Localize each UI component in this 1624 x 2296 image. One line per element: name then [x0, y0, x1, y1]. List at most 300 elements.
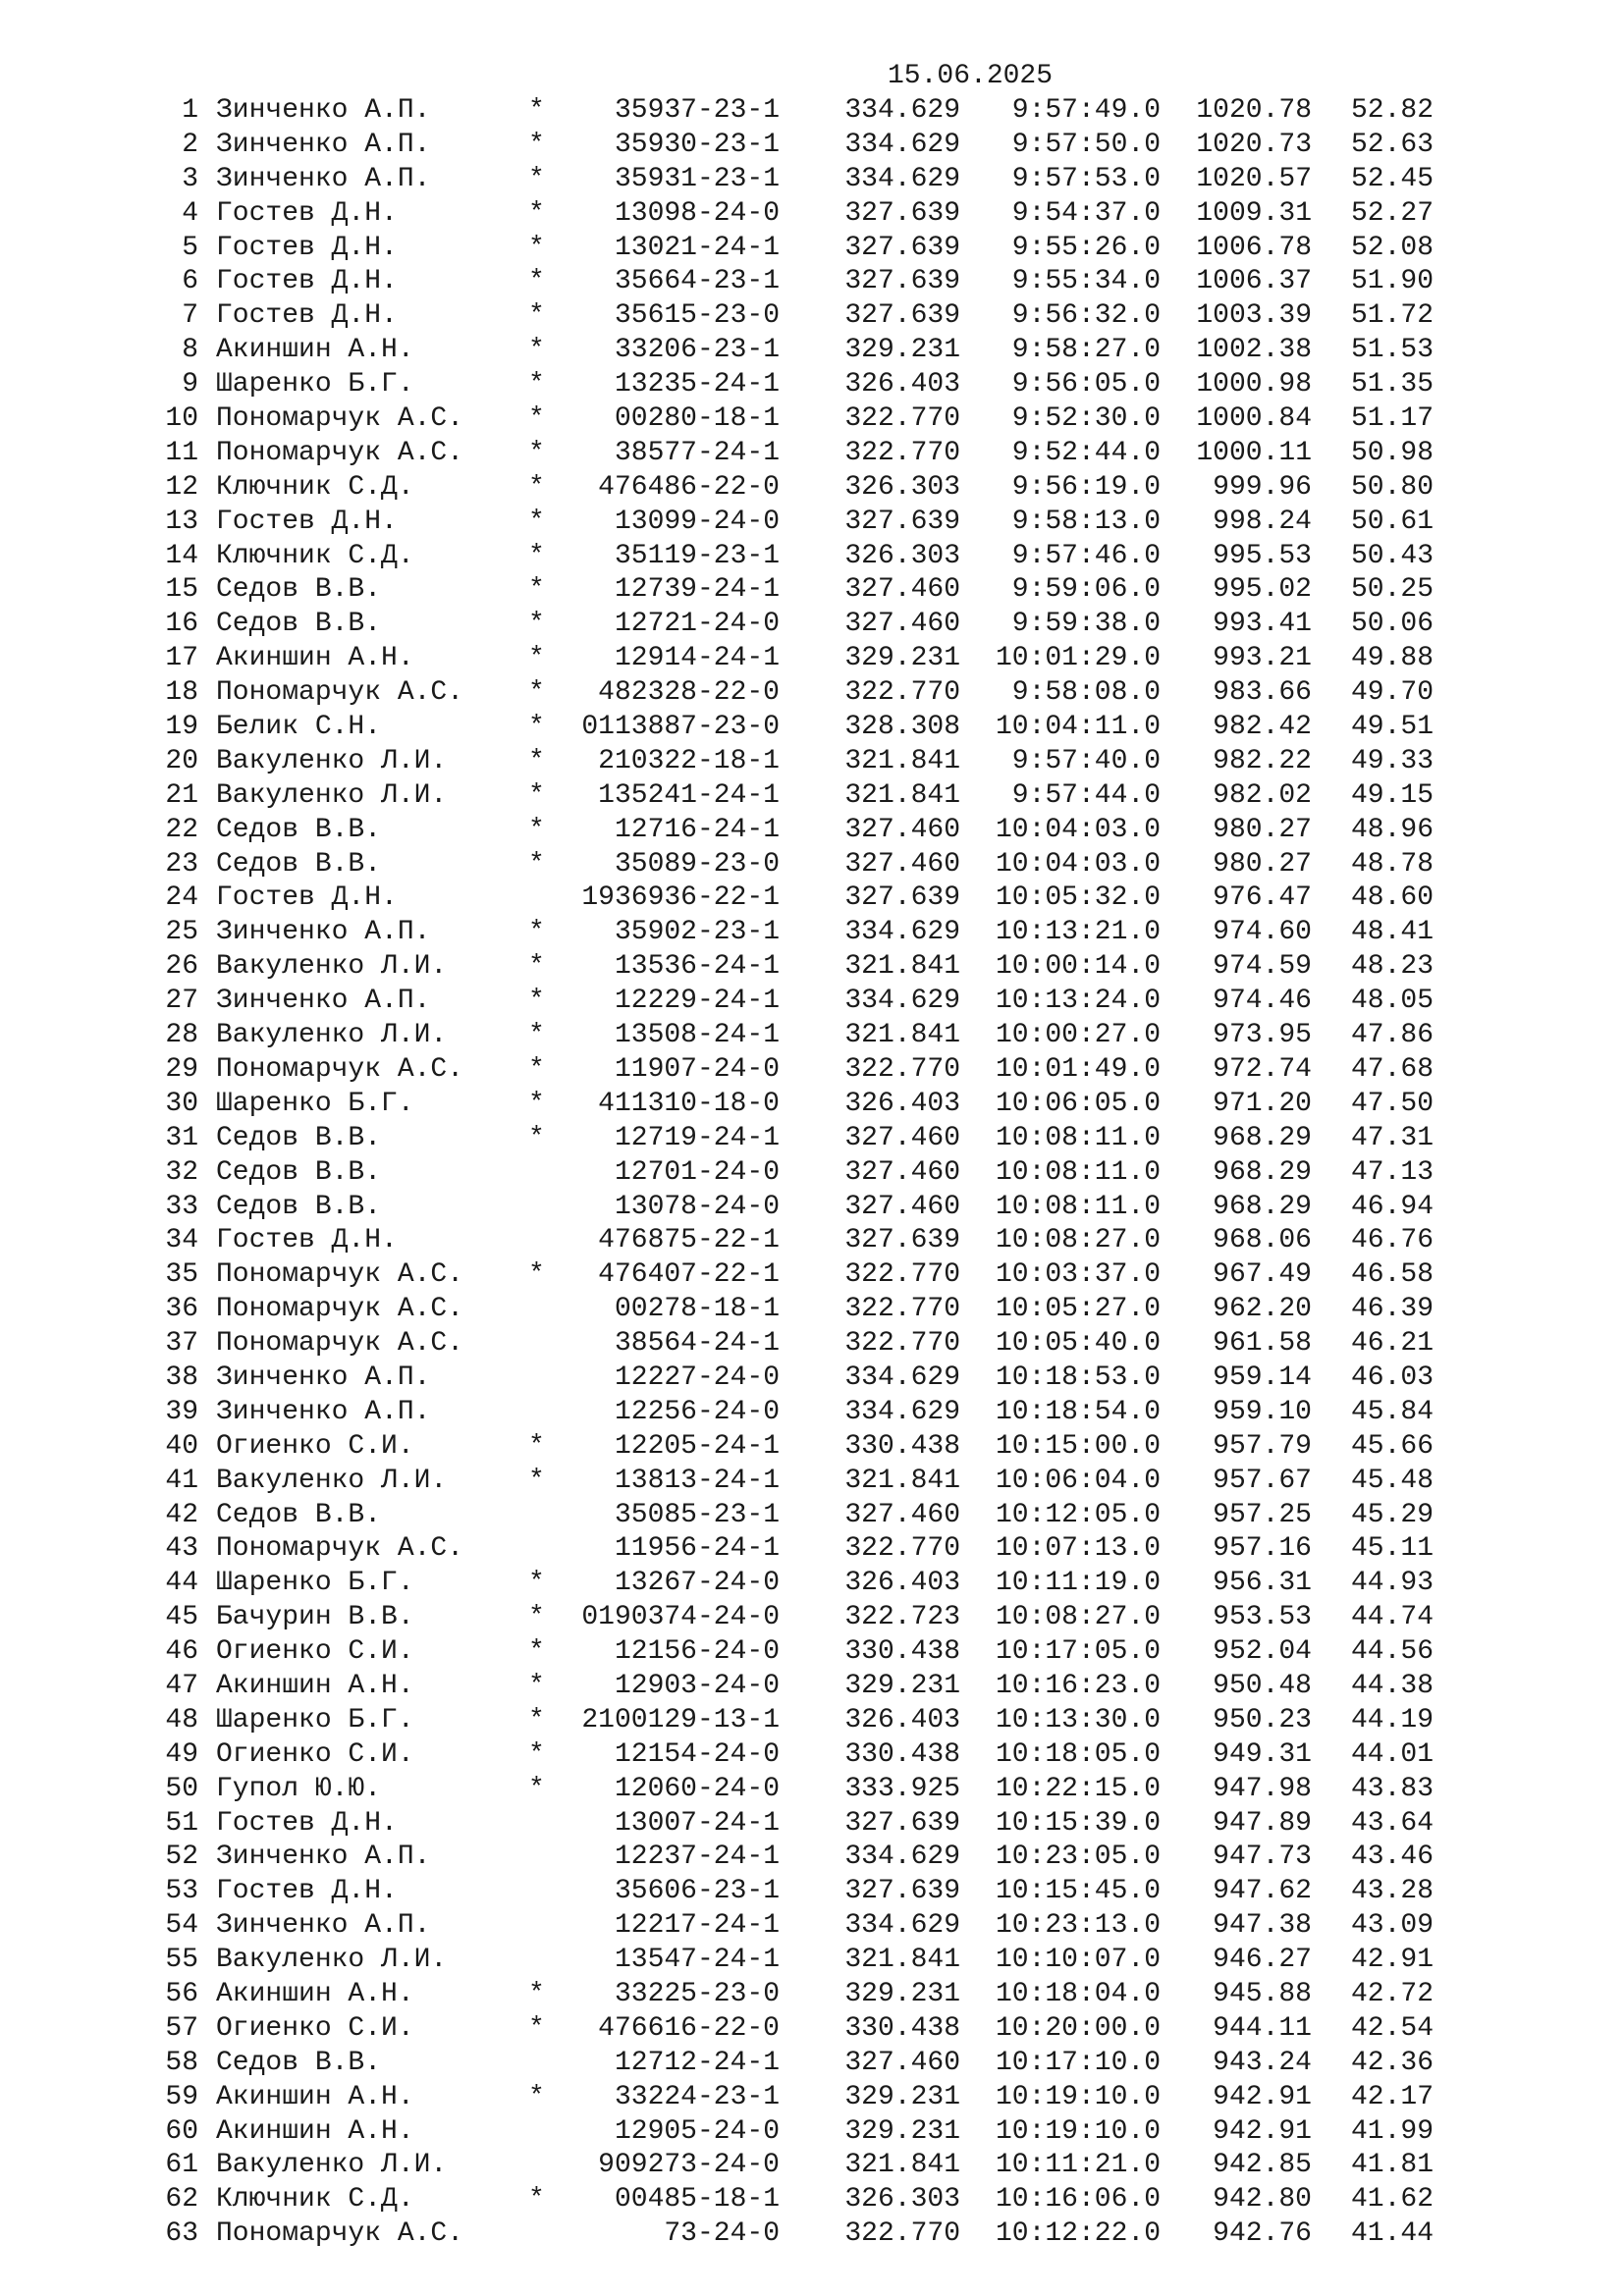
ring-number: 12229-24-1 [614, 986, 780, 1017]
points: 52.27 [1350, 197, 1434, 229]
asterisk-mark: * [528, 712, 545, 743]
speed: 980.27 [1213, 814, 1312, 845]
fancier-name: Седов В.В. [216, 1191, 382, 1222]
ring-number: 12701-24-0 [614, 1156, 780, 1188]
row-number: 45 [165, 1602, 198, 1633]
row-number: 51 [165, 1807, 198, 1839]
speed: 968.06 [1213, 1225, 1312, 1256]
speed: 1020.57 [1196, 163, 1312, 194]
arrival-time: 9:52:44.0 [1011, 437, 1161, 468]
ring-number: 13508-24-1 [614, 1020, 780, 1051]
distance: 326.403 [844, 1568, 960, 1599]
speed: 942.85 [1213, 2150, 1312, 2181]
ring-number: 476407-22-1 [598, 1259, 780, 1291]
arrival-time: 10:18:53.0 [995, 1362, 1161, 1393]
row-number: 27 [165, 986, 198, 1017]
row-number: 5 [182, 232, 198, 263]
asterisk-mark: * [528, 779, 545, 811]
table-row [0, 1088, 1624, 1122]
fancier-name: Зинченко А.П. [216, 1910, 431, 1942]
arrival-time: 10:18:04.0 [995, 1978, 1161, 2009]
speed: 993.21 [1213, 643, 1312, 674]
ring-number: 11907-24-0 [614, 1053, 780, 1085]
speed: 956.31 [1213, 1568, 1312, 1599]
asterisk-mark: * [528, 2012, 545, 2044]
arrival-time: 9:56:32.0 [1011, 300, 1161, 332]
table-row [0, 1704, 1624, 1738]
arrival-time: 10:05:32.0 [995, 882, 1161, 914]
row-number: 40 [165, 1430, 198, 1462]
points: 47.31 [1350, 1122, 1434, 1153]
fancier-name: Гостев Д.Н. [216, 197, 398, 229]
table-row [0, 1362, 1624, 1396]
results-table [0, 94, 1624, 2252]
arrival-time: 9:54:37.0 [1011, 197, 1161, 229]
row-number: 10 [165, 403, 198, 435]
table-row [0, 779, 1624, 814]
distance: 328.308 [844, 712, 960, 743]
ring-number: 13235-24-1 [614, 369, 780, 400]
fancier-name: Гостев Д.Н. [216, 882, 398, 914]
arrival-time: 10:17:10.0 [995, 2047, 1161, 2078]
distance: 321.841 [844, 2150, 960, 2181]
fancier-name: Пономарчук А.С. [216, 437, 464, 468]
arrival-time: 10:06:04.0 [995, 1465, 1161, 1496]
asterisk-mark: * [528, 163, 545, 194]
table-row [0, 471, 1624, 506]
arrival-time: 10:08:27.0 [995, 1602, 1161, 1633]
points: 46.94 [1350, 1191, 1434, 1222]
row-number: 57 [165, 2012, 198, 2044]
row-number: 9 [182, 369, 198, 400]
asterisk-mark: * [528, 1259, 545, 1291]
points: 52.08 [1350, 232, 1434, 263]
ring-number: 13098-24-0 [614, 197, 780, 229]
ring-number: 13078-24-0 [614, 1191, 780, 1222]
points: 42.36 [1350, 2047, 1434, 2078]
ring-number: 38577-24-1 [614, 437, 780, 468]
speed: 982.42 [1213, 712, 1312, 743]
ring-number: 00485-18-1 [614, 2184, 780, 2216]
speed: 980.27 [1213, 848, 1312, 880]
distance: 322.770 [844, 677, 960, 709]
ring-number: 13547-24-1 [614, 1945, 780, 1976]
row-number: 21 [165, 779, 198, 811]
row-number: 17 [165, 643, 198, 674]
table-row [0, 676, 1624, 711]
row-number: 50 [165, 1773, 198, 1804]
speed: 1000.98 [1196, 369, 1312, 400]
row-number: 12 [165, 471, 198, 503]
fancier-name: Огиенко С.И. [216, 2012, 414, 2044]
speed: 953.53 [1213, 1602, 1312, 1633]
row-number: 30 [165, 1088, 198, 1119]
distance: 333.925 [844, 1773, 960, 1804]
speed: 1002.38 [1196, 335, 1312, 366]
ring-number: 35085-23-1 [614, 1499, 780, 1530]
table-row [0, 814, 1624, 848]
table-row [0, 2115, 1624, 2150]
arrival-time: 10:03:37.0 [995, 1259, 1161, 1291]
points: 44.01 [1350, 1738, 1434, 1770]
speed: 968.29 [1213, 1156, 1312, 1188]
table-row [0, 1978, 1624, 2012]
points: 45.84 [1350, 1396, 1434, 1427]
asterisk-mark: * [528, 848, 545, 880]
table-row [0, 1396, 1624, 1430]
row-number: 33 [165, 1191, 198, 1222]
points: 50.98 [1350, 437, 1434, 468]
ring-number: 909273-24-0 [598, 2150, 780, 2181]
fancier-name: Зинченко А.П. [216, 986, 431, 1017]
ring-number: 135241-24-1 [598, 779, 780, 811]
fancier-name: Ключник С.Д. [216, 471, 414, 503]
distance: 326.403 [844, 1704, 960, 1735]
fancier-name: Зинченко А.П. [216, 1362, 431, 1393]
ring-number: 13813-24-1 [614, 1465, 780, 1496]
table-row [0, 642, 1624, 676]
arrival-time: 10:08:11.0 [995, 1191, 1161, 1222]
arrival-time: 10:19:10.0 [995, 2081, 1161, 2112]
table-row [0, 1053, 1624, 1088]
fancier-name: Гостев Д.Н. [216, 232, 398, 263]
row-number: 26 [165, 951, 198, 983]
speed: 942.91 [1213, 2081, 1312, 2112]
ring-number: 33225-23-0 [614, 1978, 780, 2009]
asterisk-mark: * [528, 677, 545, 709]
row-number: 23 [165, 848, 198, 880]
row-number: 47 [165, 1670, 198, 1701]
asterisk-mark: * [528, 1122, 545, 1153]
row-number: 19 [165, 712, 198, 743]
points: 42.17 [1350, 2081, 1434, 2112]
ring-number: 12712-24-1 [614, 2047, 780, 2078]
asterisk-mark: * [528, 471, 545, 503]
ring-number: 33206-23-1 [614, 335, 780, 366]
table-row [0, 2217, 1624, 2252]
asterisk-mark: * [528, 745, 545, 776]
distance: 327.460 [844, 1156, 960, 1188]
table-row [0, 129, 1624, 163]
arrival-time: 10:23:13.0 [995, 1910, 1161, 1942]
row-number: 15 [165, 574, 198, 606]
arrival-time: 10:08:11.0 [995, 1122, 1161, 1153]
asterisk-mark: * [528, 95, 545, 126]
arrival-time: 10:13:21.0 [995, 917, 1161, 948]
row-number: 61 [165, 2150, 198, 2181]
table-row [0, 506, 1624, 540]
distance: 327.639 [844, 300, 960, 332]
distance: 327.639 [844, 882, 960, 914]
table-row [0, 881, 1624, 916]
arrival-time: 10:04:03.0 [995, 814, 1161, 845]
ring-number: 12905-24-0 [614, 2115, 780, 2147]
distance: 334.629 [844, 986, 960, 1017]
row-number: 20 [165, 745, 198, 776]
ring-number: 35606-23-1 [614, 1876, 780, 1907]
points: 41.99 [1350, 2115, 1434, 2147]
row-number: 63 [165, 2218, 198, 2250]
distance: 321.841 [844, 779, 960, 811]
fancier-name: Седов В.В. [216, 1156, 382, 1188]
table-row [0, 2012, 1624, 2047]
asterisk-mark: * [528, 1602, 545, 1633]
points: 45.29 [1350, 1499, 1434, 1530]
speed: 950.48 [1213, 1670, 1312, 1701]
ring-number: 12154-24-0 [614, 1738, 780, 1770]
fancier-name: Огиенко С.И. [216, 1636, 414, 1668]
asterisk-mark: * [528, 2184, 545, 2216]
fancier-name: Зинченко А.П. [216, 95, 431, 126]
distance: 322.770 [844, 403, 960, 435]
speed: 1009.31 [1196, 197, 1312, 229]
asterisk-mark: * [528, 266, 545, 297]
distance: 327.639 [844, 266, 960, 297]
distance: 329.231 [844, 2081, 960, 2112]
fancier-name: Шаренко Б.Г. [216, 1568, 414, 1599]
speed: 947.73 [1213, 1842, 1312, 1873]
table-row [0, 197, 1624, 232]
ring-number: 11956-24-1 [614, 1533, 780, 1565]
row-number: 1 [182, 95, 198, 126]
table-row [0, 1122, 1624, 1156]
row-number: 18 [165, 677, 198, 709]
fancier-name: Гостев Д.Н. [216, 1876, 398, 1907]
asterisk-mark: * [528, 1773, 545, 1804]
table-row [0, 745, 1624, 779]
asterisk-mark: * [528, 437, 545, 468]
distance: 327.639 [844, 1876, 960, 1907]
points: 46.03 [1350, 1362, 1434, 1393]
points: 45.66 [1350, 1430, 1434, 1462]
ring-number: 476616-22-0 [598, 2012, 780, 2044]
table-row [0, 1499, 1624, 1533]
asterisk-mark: * [528, 574, 545, 606]
distance: 329.231 [844, 2115, 960, 2147]
asterisk-mark: * [528, 1704, 545, 1735]
asterisk-mark: * [528, 335, 545, 366]
arrival-time: 10:05:27.0 [995, 1294, 1161, 1325]
asterisk-mark: * [528, 986, 545, 1017]
fancier-name: Седов В.В. [216, 848, 382, 880]
speed: 950.23 [1213, 1704, 1312, 1735]
table-row [0, 1807, 1624, 1842]
points: 52.63 [1350, 129, 1434, 160]
speed: 973.95 [1213, 1020, 1312, 1051]
speed: 943.24 [1213, 2047, 1312, 2078]
points: 47.50 [1350, 1088, 1434, 1119]
arrival-time: 9:57:40.0 [1011, 745, 1161, 776]
row-number: 44 [165, 1568, 198, 1599]
arrival-time: 10:08:27.0 [995, 1225, 1161, 1256]
fancier-name: Акиншин А.Н. [216, 643, 414, 674]
ring-number: 35902-23-1 [614, 917, 780, 948]
points: 49.70 [1350, 677, 1434, 709]
distance: 326.303 [844, 540, 960, 571]
distance: 321.841 [844, 1945, 960, 1976]
row-number: 11 [165, 437, 198, 468]
ring-number: 12060-24-0 [614, 1773, 780, 1804]
distance: 327.460 [844, 1499, 960, 1530]
fancier-name: Зинченко А.П. [216, 163, 431, 194]
ring-number: 12256-24-0 [614, 1396, 780, 1427]
asterisk-mark: * [528, 300, 545, 332]
table-row [0, 1156, 1624, 1191]
table-row [0, 1327, 1624, 1362]
speed: 949.31 [1213, 1738, 1312, 1770]
ring-number: 13021-24-1 [614, 232, 780, 263]
fancier-name: Гостев Д.Н. [216, 506, 398, 537]
points: 42.91 [1350, 1945, 1434, 1976]
distance: 329.231 [844, 1670, 960, 1701]
row-number: 22 [165, 814, 198, 845]
distance: 327.460 [844, 848, 960, 880]
distance: 334.629 [844, 917, 960, 948]
distance: 326.303 [844, 2184, 960, 2216]
table-row [0, 1019, 1624, 1053]
fancier-name: Зинченко А.П. [216, 1396, 431, 1427]
arrival-time: 9:57:50.0 [1011, 129, 1161, 160]
distance: 329.231 [844, 643, 960, 674]
speed: 1006.37 [1196, 266, 1312, 297]
distance: 327.460 [844, 574, 960, 606]
points: 48.96 [1350, 814, 1434, 845]
row-number: 46 [165, 1636, 198, 1668]
arrival-time: 9:57:46.0 [1011, 540, 1161, 571]
distance: 321.841 [844, 1465, 960, 1496]
arrival-time: 10:18:05.0 [995, 1738, 1161, 1770]
speed: 957.25 [1213, 1499, 1312, 1530]
speed: 1006.78 [1196, 232, 1312, 263]
ring-number: 12205-24-1 [614, 1430, 780, 1462]
table-row [0, 94, 1624, 129]
arrival-time: 10:12:05.0 [995, 1499, 1161, 1530]
points: 43.64 [1350, 1807, 1434, 1839]
asterisk-mark: * [528, 1430, 545, 1462]
points: 52.45 [1350, 163, 1434, 194]
speed: 957.67 [1213, 1465, 1312, 1496]
distance: 322.770 [844, 1259, 960, 1291]
arrival-time: 9:57:53.0 [1011, 163, 1161, 194]
speed: 982.22 [1213, 745, 1312, 776]
row-number: 62 [165, 2184, 198, 2216]
distance: 330.438 [844, 1430, 960, 1462]
points: 47.86 [1350, 1020, 1434, 1051]
row-number: 29 [165, 1053, 198, 1085]
fancier-name: Акиншин А.Н. [216, 335, 414, 366]
speed: 971.20 [1213, 1088, 1312, 1119]
fancier-name: Шаренко Б.Г. [216, 1704, 414, 1735]
table-row [0, 2183, 1624, 2217]
points: 45.48 [1350, 1465, 1434, 1496]
asterisk-mark: * [528, 643, 545, 674]
fancier-name: Зинченко А.П. [216, 917, 431, 948]
speed: 947.98 [1213, 1773, 1312, 1804]
asterisk-mark: * [528, 403, 545, 435]
points: 44.19 [1350, 1704, 1434, 1735]
ring-number: 12227-24-0 [614, 1362, 780, 1393]
fancier-name: Белик С.Н. [216, 712, 382, 743]
distance: 330.438 [844, 2012, 960, 2044]
fancier-name: Седов В.В. [216, 1499, 382, 1530]
row-number: 16 [165, 609, 198, 640]
distance: 326.403 [844, 369, 960, 400]
table-row [0, 265, 1624, 299]
speed: 944.11 [1213, 2012, 1312, 2044]
table-row [0, 1773, 1624, 1807]
fancier-name: Шаренко Б.Г. [216, 369, 414, 400]
arrival-time: 10:04:03.0 [995, 848, 1161, 880]
asterisk-mark: * [528, 1020, 545, 1051]
points: 41.62 [1350, 2184, 1434, 2216]
asterisk-mark: * [528, 1738, 545, 1770]
asterisk-mark: * [528, 1465, 545, 1496]
ring-number: 73-24-0 [664, 2218, 780, 2250]
asterisk-mark: * [528, 369, 545, 400]
distance: 327.460 [844, 814, 960, 845]
distance: 321.841 [844, 1020, 960, 1051]
arrival-time: 10:13:30.0 [995, 1704, 1161, 1735]
points: 44.74 [1350, 1602, 1434, 1633]
row-number: 24 [165, 882, 198, 914]
table-row [0, 402, 1624, 437]
fancier-name: Акиншин А.Н. [216, 1978, 414, 2009]
table-row [0, 163, 1624, 197]
asterisk-mark: * [528, 814, 545, 845]
arrival-time: 9:59:06.0 [1011, 574, 1161, 606]
row-number: 13 [165, 506, 198, 537]
table-row [0, 1532, 1624, 1567]
points: 47.13 [1350, 1156, 1434, 1188]
speed: 1020.78 [1196, 95, 1312, 126]
arrival-time: 9:56:05.0 [1011, 369, 1161, 400]
fancier-name: Вакуленко Л.И. [216, 745, 448, 776]
table-row [0, 950, 1624, 985]
distance: 327.639 [844, 1225, 960, 1256]
arrival-time: 9:58:08.0 [1011, 677, 1161, 709]
row-number: 59 [165, 2081, 198, 2112]
row-number: 3 [182, 163, 198, 194]
arrival-time: 10:16:23.0 [995, 1670, 1161, 1701]
speed: 942.80 [1213, 2184, 1312, 2216]
row-number: 7 [182, 300, 198, 332]
asterisk-mark: * [528, 1053, 545, 1085]
speed: 957.79 [1213, 1430, 1312, 1462]
fancier-name: Зинченко А.П. [216, 1842, 431, 1873]
speed: 952.04 [1213, 1636, 1312, 1668]
distance: 330.438 [844, 1636, 960, 1668]
points: 42.72 [1350, 1978, 1434, 2009]
points: 49.51 [1350, 712, 1434, 743]
ring-number: 33224-23-1 [614, 2081, 780, 2112]
table-row [0, 1224, 1624, 1258]
table-row [0, 1875, 1624, 1909]
row-number: 38 [165, 1362, 198, 1393]
points: 51.35 [1350, 369, 1434, 400]
ring-number: 2100129-13-1 [581, 1704, 780, 1735]
table-row [0, 540, 1624, 574]
row-number: 55 [165, 1945, 198, 1976]
fancier-name: Пономарчук А.С. [216, 1294, 464, 1325]
arrival-time: 10:15:00.0 [995, 1430, 1161, 1462]
row-number: 8 [182, 335, 198, 366]
fancier-name: Огиенко С.И. [216, 1430, 414, 1462]
speed: 947.62 [1213, 1876, 1312, 1907]
ring-number: 12156-24-0 [614, 1636, 780, 1668]
asterisk-mark: * [528, 540, 545, 571]
fancier-name: Огиенко С.И. [216, 1738, 414, 1770]
row-number: 58 [165, 2047, 198, 2078]
